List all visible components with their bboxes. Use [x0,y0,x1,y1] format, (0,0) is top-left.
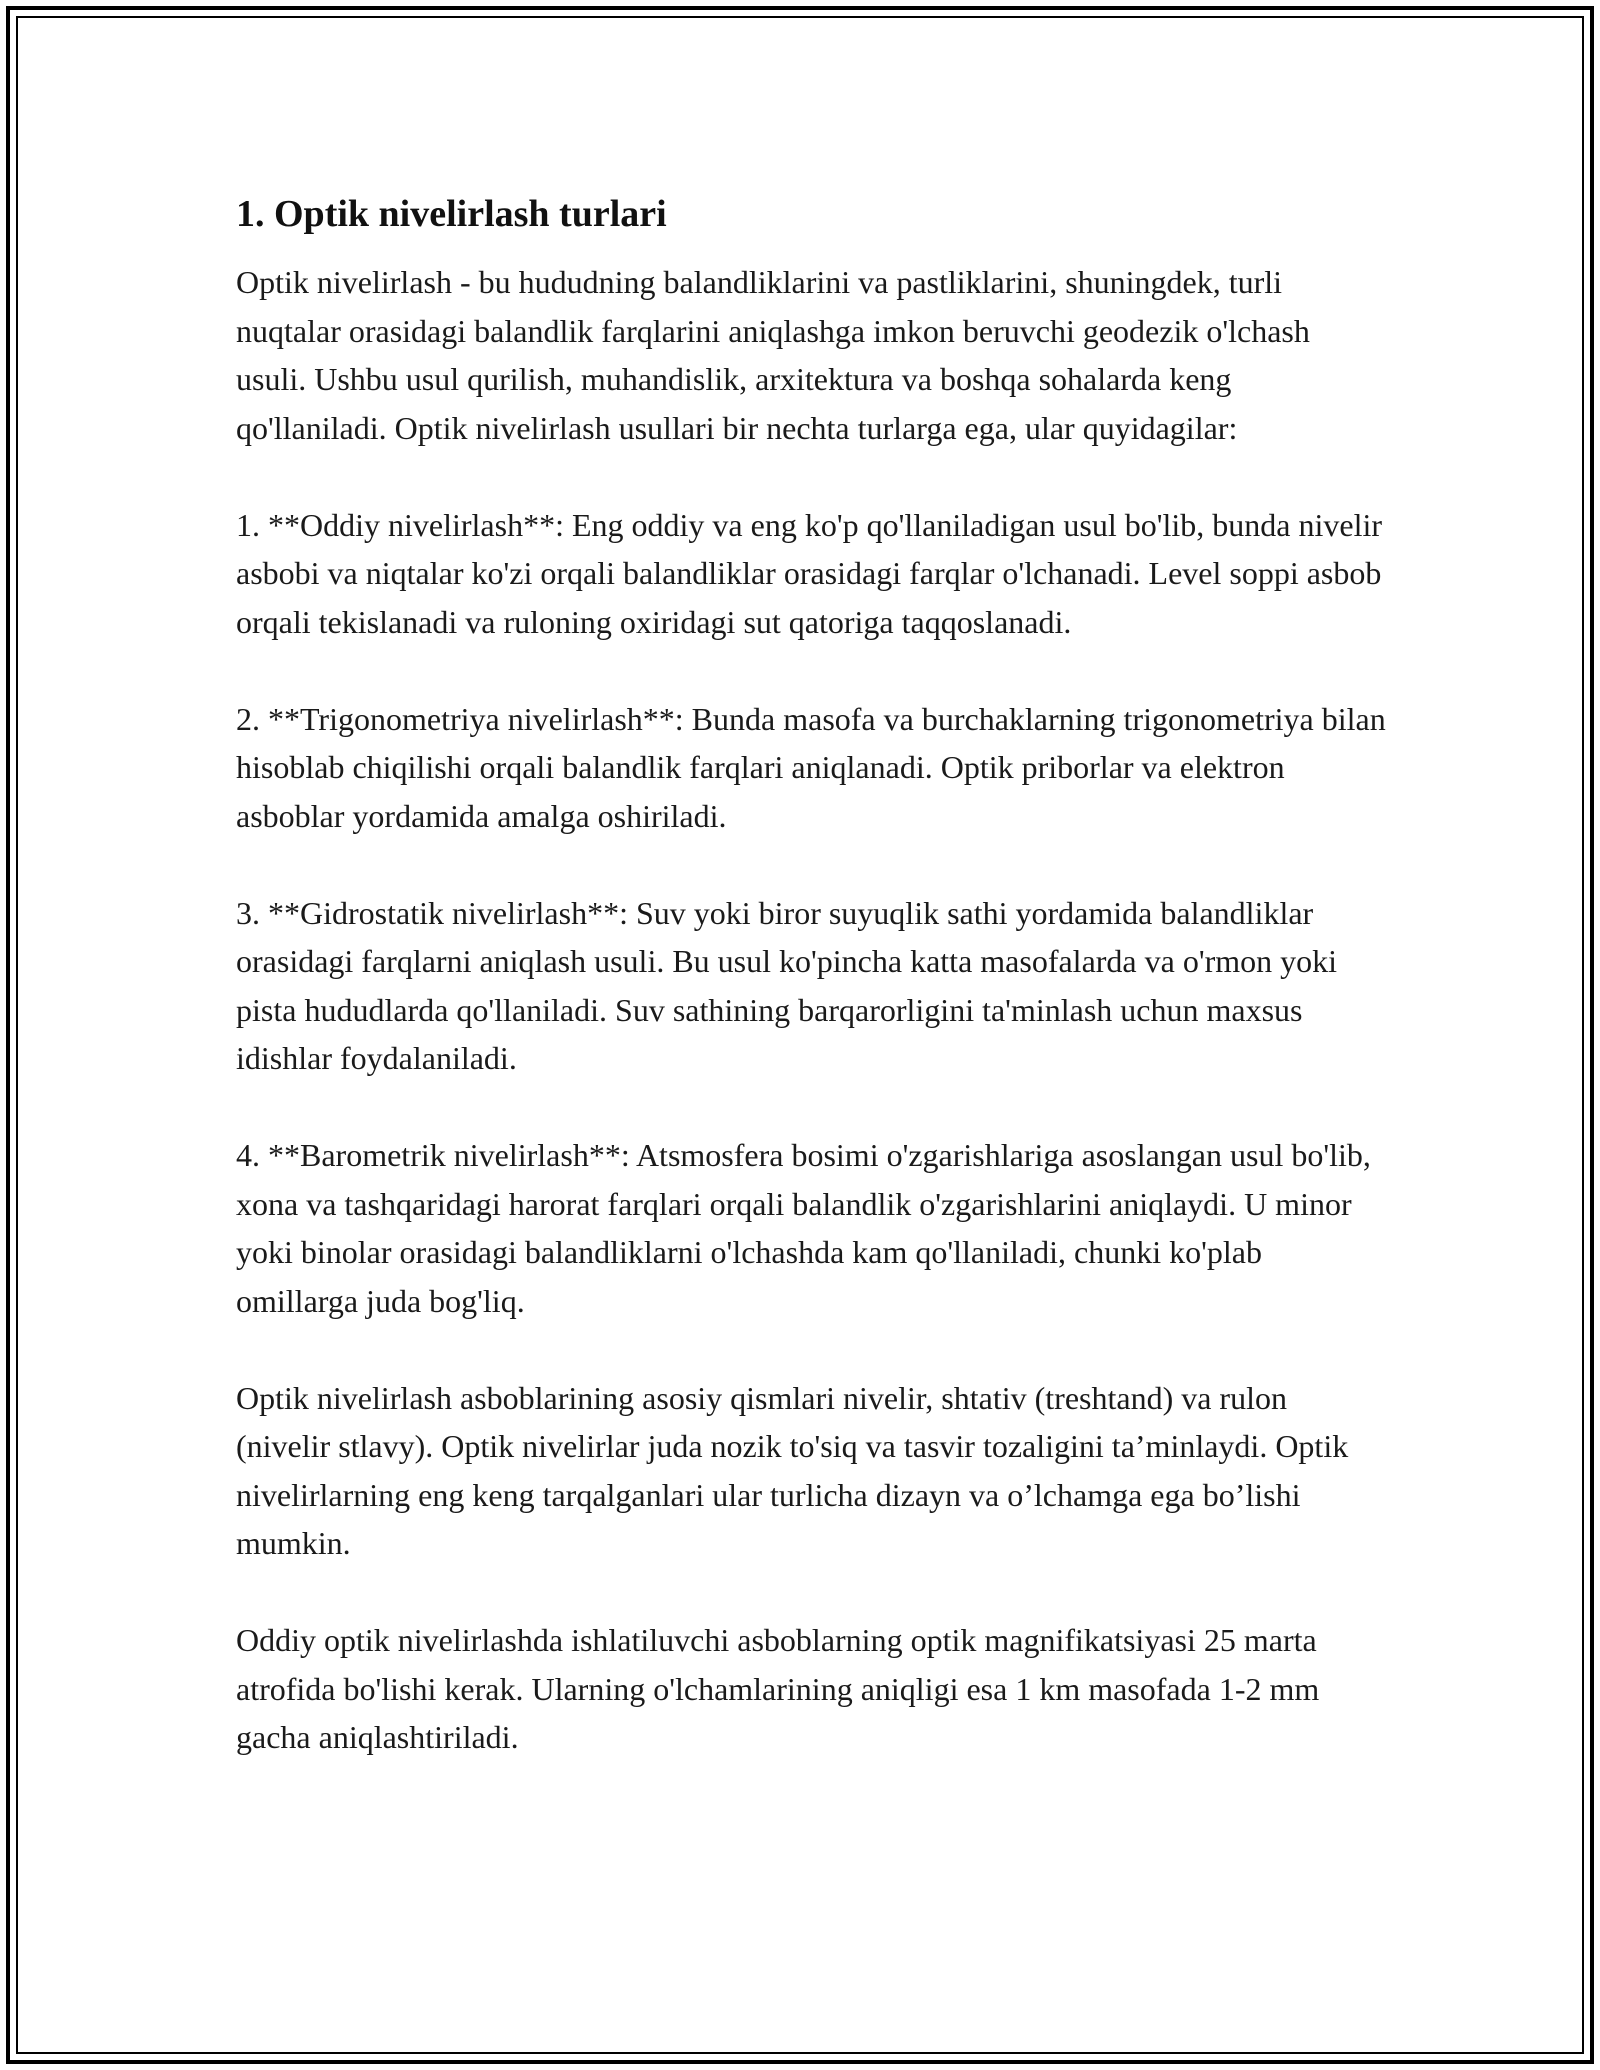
paragraph-barometrik-nivelirlash: 4. **Barometrik nivelirlash**: Atsmosfera bosimi o'zgarishlariga asoslangan usul bo'lib, xona va tashqaridagi harorat farqlari orqali balandlik o'zgarishlarini aniqlaydi. U minor yoki binolar orasidagi balandliklarni o'lchashda kam qo'llaniladi, chunki ko'plab omillarga juda bog'liq. [236,1137,1371,1319]
document-title: 1. Optik nivelirlash turlari [236,193,667,235]
document-body [236,188,1386,1810]
paragraph-gidrostatik-nivelirlash: 3. **Gidrostatik nivelirlash**: Suv yoki biror suyuqlik sathi yordamida balandliklar orasidagi farqlarni aniqlash usuli. Bu usul ko'pincha katta masofalarda va o'rmon yoki pista hududlarda qo'llaniladi. Suv sathining barqarorligini ta'minlash uchun maxsus idishlar foydalaniladi. [236,894,1338,1076]
paragraph-oddiy-nivelirlash: 1. **Oddiy nivelirlash**: Eng oddiy va eng ko'p qo'llaniladigan usul bo'lib, bunda nivelir asbobi va niqtalar ko'zi orqali balandliklar orasidagi farqlar o'lchanadi. Level soppi asbob orqali tekislanadi va ruloning oxiridagi sut qatoriga taqqoslanadi. [236,506,1383,640]
paragraph-intro: Optik nivelirlash - bu hududning balandliklarini va pastliklarini, shuningdek, turli nuqtalar orasidagi balandlik farqlarini aniqlashga imkon beruvchi geodezik o'lchash usuli. Ushbu usul qurilish, muhandislik, arxitektura va boshqa sohalarda keng qo'llaniladi. Optik nivelirlash usullari bir nechta turlarga ega, ular quyidagilar: [236,264,1310,446]
paragraph-trigonometriya-nivelirlash: 2. **Trigonometriya nivelirlash**: Bunda masofa va burchaklarning trigonometriya bilan hisoblab chiqilishi orqali balandlik farqlari aniqlanadi. Optik priborlar va elektron asboblar yordamida amalga oshiriladi. [236,700,1386,834]
paragraph-asboblar-qismlari: Optik nivelirlash asboblarining asosiy qismlari nivelir, shtativ (treshtand) va rulon (nivelir stlavy). Optik nivelirlar juda nozik to'siq va tasvir tozaligini ta’minlaydi. Optik nivelirlarning eng keng tarqalganlari ular turlicha dizayn va o’lchamga ega bo’lishi mumkin. [236,1379,1349,1561]
paragraph-optik-magnifikatsiya: Oddiy optik nivelirlashda ishlatiluvchi asboblarning optik magnifikatsiyasi 25 marta atrofida bo'lishi kerak. Ularning o'lchamlarining aniqligi esa 1 km masofada 1-2 mm gacha aniqlashtiriladi. [236,1622,1320,1755]
